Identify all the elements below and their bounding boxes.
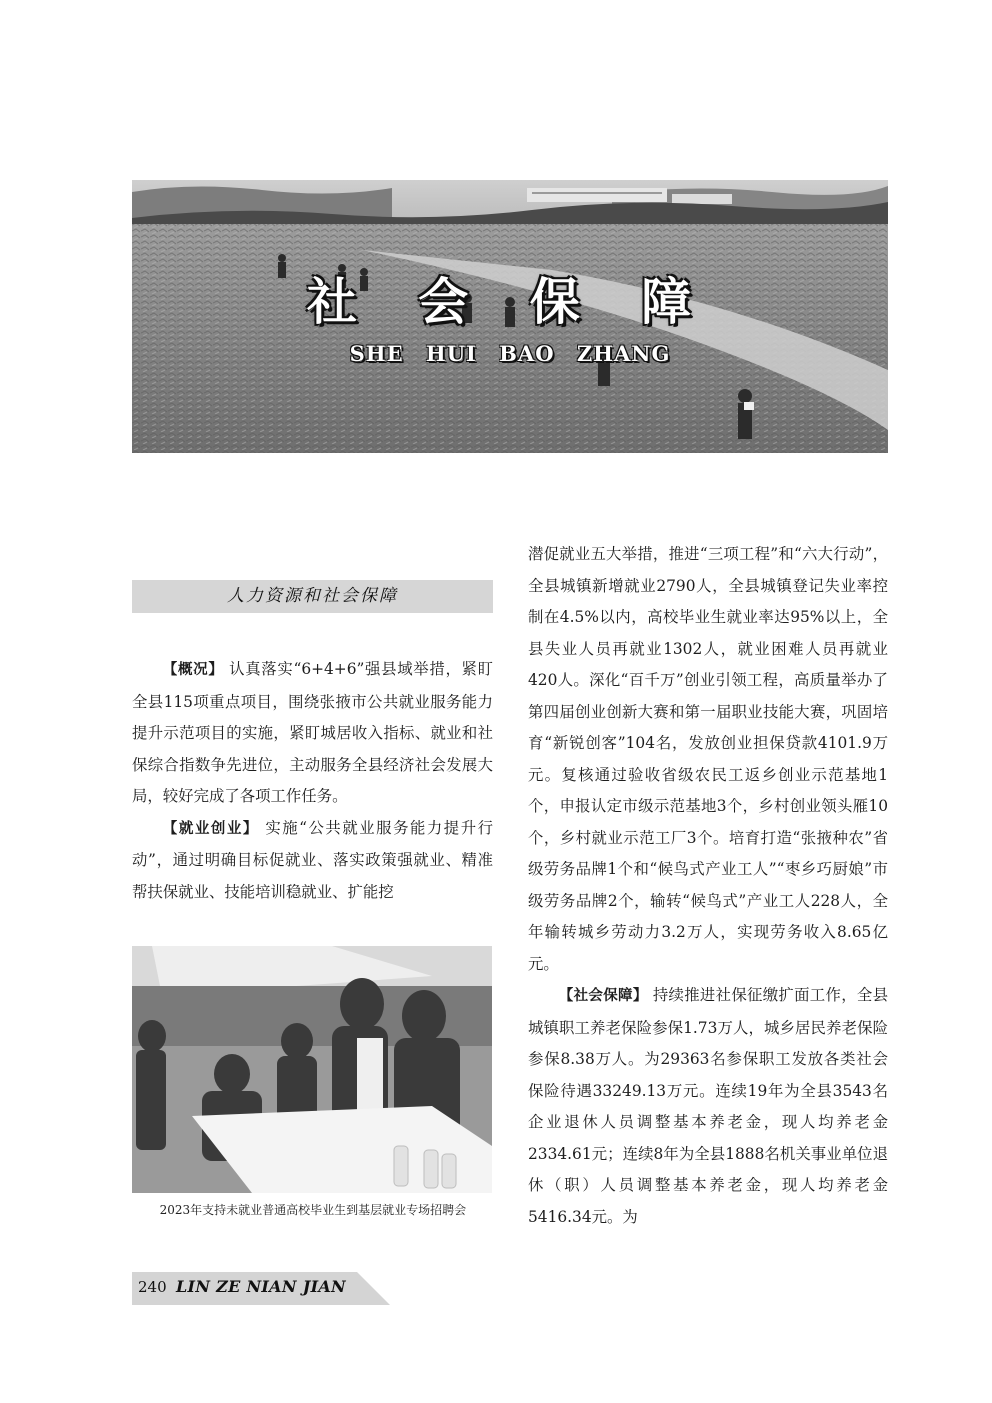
job-fair-illustration (132, 946, 492, 1193)
paragraph-text: 认真落实“6+4+6”强县域举措，紧盯全县115项重点项目，围绕张掖市公共就业服务能力提升示范项目的实施，紧盯城居收入指标、就业和社保综合指数争先进位，主动服务全县经济社会发展大局，较好完成了各项工作任务。 (132, 660, 494, 805)
banner-title-chinese: 社 会 保 障 (306, 273, 714, 331)
paragraph-lead: 【就业创业】 (162, 820, 259, 837)
paragraph-text: 实施“公共就业服务能力提升行动”，通过明确目标促就业、落实政策强就业、精准帮扶保就业、技能培训稳就业、扩能挖 (132, 818, 493, 901)
banner-title-pinyin: SHE HUI BAO ZHANG (349, 341, 671, 366)
paragraph-employment (132, 813, 493, 909)
photo-caption: 2023年支持未就业普通高校毕业生到基层就业专场招聘会 (159, 1203, 467, 1217)
paragraph-social-security (528, 980, 888, 1233)
left-column (132, 654, 493, 908)
paragraph-lead: 【概况】 (162, 662, 224, 678)
job-fair-photo (132, 946, 492, 1193)
section-title: 人力资源和社会保障 (227, 586, 398, 606)
paragraph-overview (132, 654, 493, 813)
journal-title: LIN ZE NIAN JIAN (176, 1277, 346, 1296)
right-column (528, 539, 888, 1233)
paragraph-employment-continued: 潜促就业五大举措，推进“三项工程”和“六大行动”，全县城镇新增就业2790人，全县城镇登记失业率控制在4.5%以内，高校毕业生就业率达95%以上，全县失业人员再就业1302人，就业困难人员再就业420人。深化“百千万”创业引领工程，高质量举办了第四届创业创新大赛和第一届职业技能大赛，巩固培育“新锐创客”104名，发放创业担保贷款4101.9万元。复核通过验收省级农民工返乡创业示范基地1个，申报认定市级示范基地3个，乡村创业领头雁10个，乡村就业示范工厂3个。培育打造“张掖种农”省级劳务品牌1个和“候鸟式产业工人”“枣乡巧厨娘”市级劳务品牌2个，输转“候鸟式”产业工人228人，全年输转城乡劳动力3.2万人，实现劳务收入8.65亿元。 (528, 545, 888, 973)
paragraph-lead: 【社会保障】 (558, 988, 648, 1004)
paragraph-text: 持续推进社保征缴扩面工作，全县城镇职工养老保险参保1.73万人，城乡居民养老保险参保8.38万人。为29363名参保职工发放各类社会保险待遇33249.13万元。连续19年为全县3543名企业退休人员调整基本养老金，现人均养老金2334.61元；连续8年为全县1888名机关事业单位退休（职）人员调整基本养老金，现人均养老金5416.34元。为 (528, 986, 888, 1226)
page-number: 240 (138, 1278, 167, 1296)
